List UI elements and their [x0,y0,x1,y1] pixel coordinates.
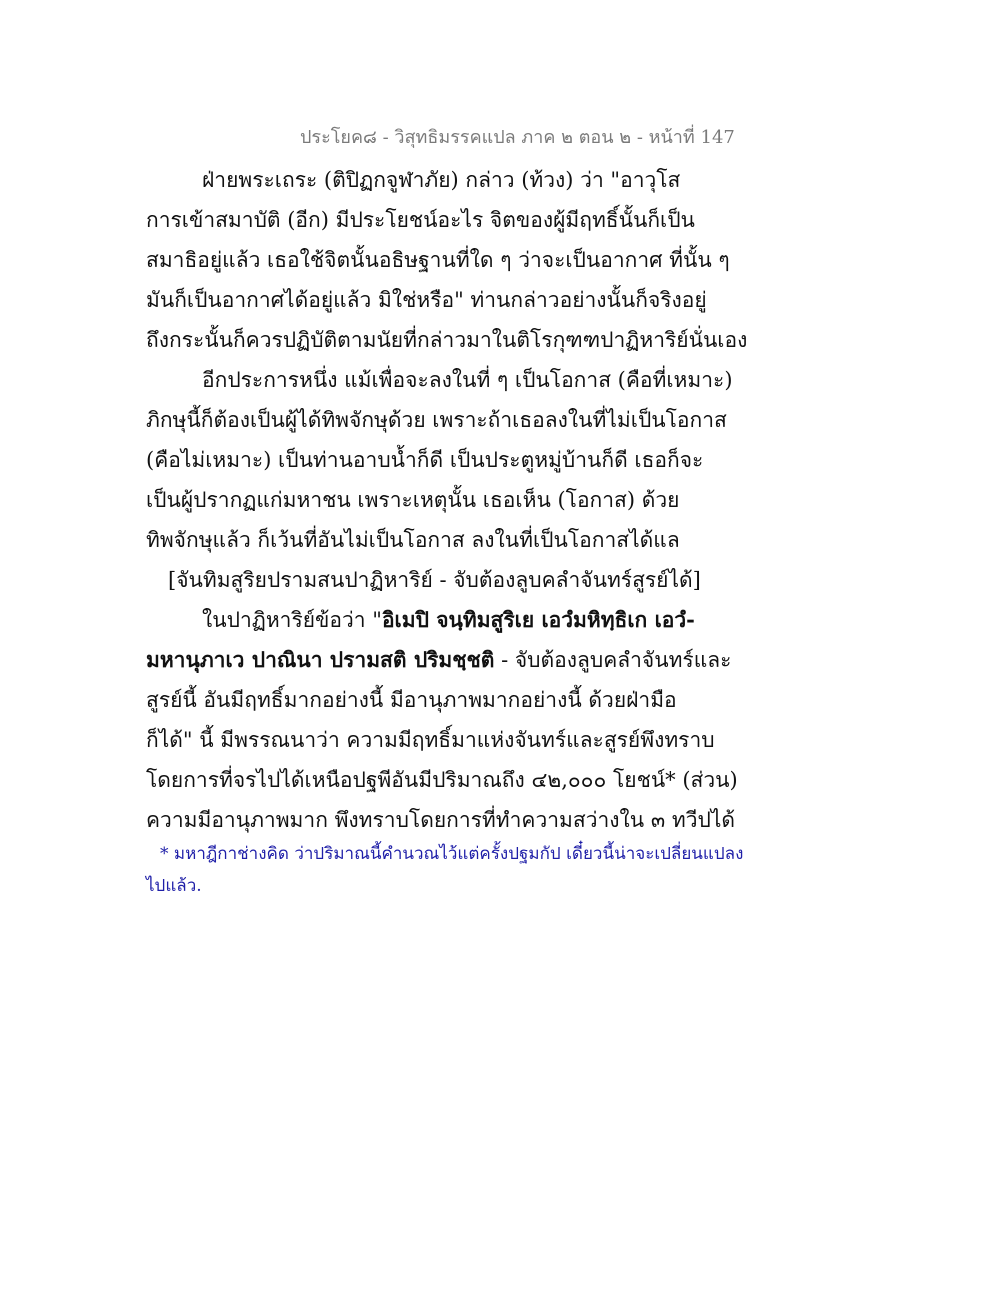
paragraph-line: ฝ่ายพระเถระ (ติปิฏกจูฬาภัย) กล่าว (ท้วง) ว่า "อาวุโส [202,168,681,192]
page-header: ประโยค๘ - วิสุทธิมรรคแปล ภาค ๒ ตอน ๒ - หน้าที่ 147 [300,127,735,148]
footnote-line: * มหาฎีกาช่างคิด ว่าปริมาณนี้คำนวณไว้แต่ครั้งปฐมกัป เดี๋ยวนี้น่าจะเปลี่ยนแปลง [160,844,744,864]
paragraph-line: ทิพจักษุแล้ว ก็เว้นที่อันไม่เป็นโอกาส ลงในที่เป็นโอกาสได้แล [146,528,680,552]
footnote-line: ไปแล้ว. [146,876,202,896]
paragraph-line: โดยการที่จรไปได้เหนือปฐพีอันมีปริมาณถึง ๔๒,๐๐๐ โยชน์* (ส่วน) [146,768,738,792]
paragraph-line: อีกประการหนึ่ง แม้เพื่อจะลงในที่ ๆ เป็นโอกาส (คือที่เหมาะ) [202,368,733,392]
paragraph-line: ภิกษุนี้ก็ต้องเป็นผู้ได้ทิพจักษุด้วย เพราะถ้าเธอลงในที่ไม่เป็นโอกาส [146,408,727,432]
plain-text: ในปาฏิหาริย์ข้อว่า " [202,608,382,632]
paragraph-line: สมาธิอยู่แล้ว เธอใช้จิตนั้นอธิษฐานที่ใด ๆ ว่าจะเป็นอากาศ ที่นั้น ๆ [146,248,730,272]
pali-text: มหานุภาเว ปาณินา ปรามสติ ปริมชฺชติ [146,647,495,672]
paragraph-line: ถึงกระนั้นก็ควรปฏิบัติตามนัยที่กล่าวมาในติโรกุฑฑปาฏิหาริย์นั่นเอง [146,328,748,352]
plain-text: - จับต้องลูบคลำจันทร์และ [494,648,732,672]
paragraph-line [146,640,732,680]
paragraph-line: ก็ได้" นี้ มีพรรณนาว่า ความมีฤทธิ์มาแห่งจันทร์และสูรย์พึงทราบ [146,728,715,752]
paragraph-line: สูรย์นี้ อันมีฤทธิ์มากอย่างนี้ มีอานุภาพมากอย่างนี้ ด้วยฝ่ามือ [146,688,677,712]
document-body [146,160,748,840]
paragraph-line: ความมีอานุภาพมาก พึงทราบโดยการที่ทำความสว่างใน ๓ ทวีปได้ [146,808,736,832]
pali-text: อิเมปิ จนฺทิมสูริเย เอวํมหิทฺธิเก เอวํ- [381,607,695,632]
paragraph-line [146,600,726,640]
footnote [146,838,756,902]
paragraph-line: (คือไม่เหมาะ) เป็นท่านอาบน้ำก็ดี เป็นประตูหมู่บ้านก็ดี เธอก็จะ [146,448,704,472]
paragraph-line: มันก็เป็นอากาศได้อยู่แล้ว มิใช่หรือ" ท่านกล่าวอย่างนั้นก็จริงอยู่ [146,288,707,312]
paragraph-line: เป็นผู้ปรากฏแก่มหาชน เพราะเหตุนั้น เธอเห็น (โอกาส) ด้วย [146,488,680,512]
section-heading: [จันทิมสูริยปรามสนปาฏิหาริย์ - จับต้องลูบคลำจันทร์สูรย์ได้] [168,568,701,592]
paragraph-line: การเข้าสมาบัติ (อีก) มีประโยชน์อะไร จิตของผู้มีฤทธิ์นั้นก็เป็น [146,208,695,232]
